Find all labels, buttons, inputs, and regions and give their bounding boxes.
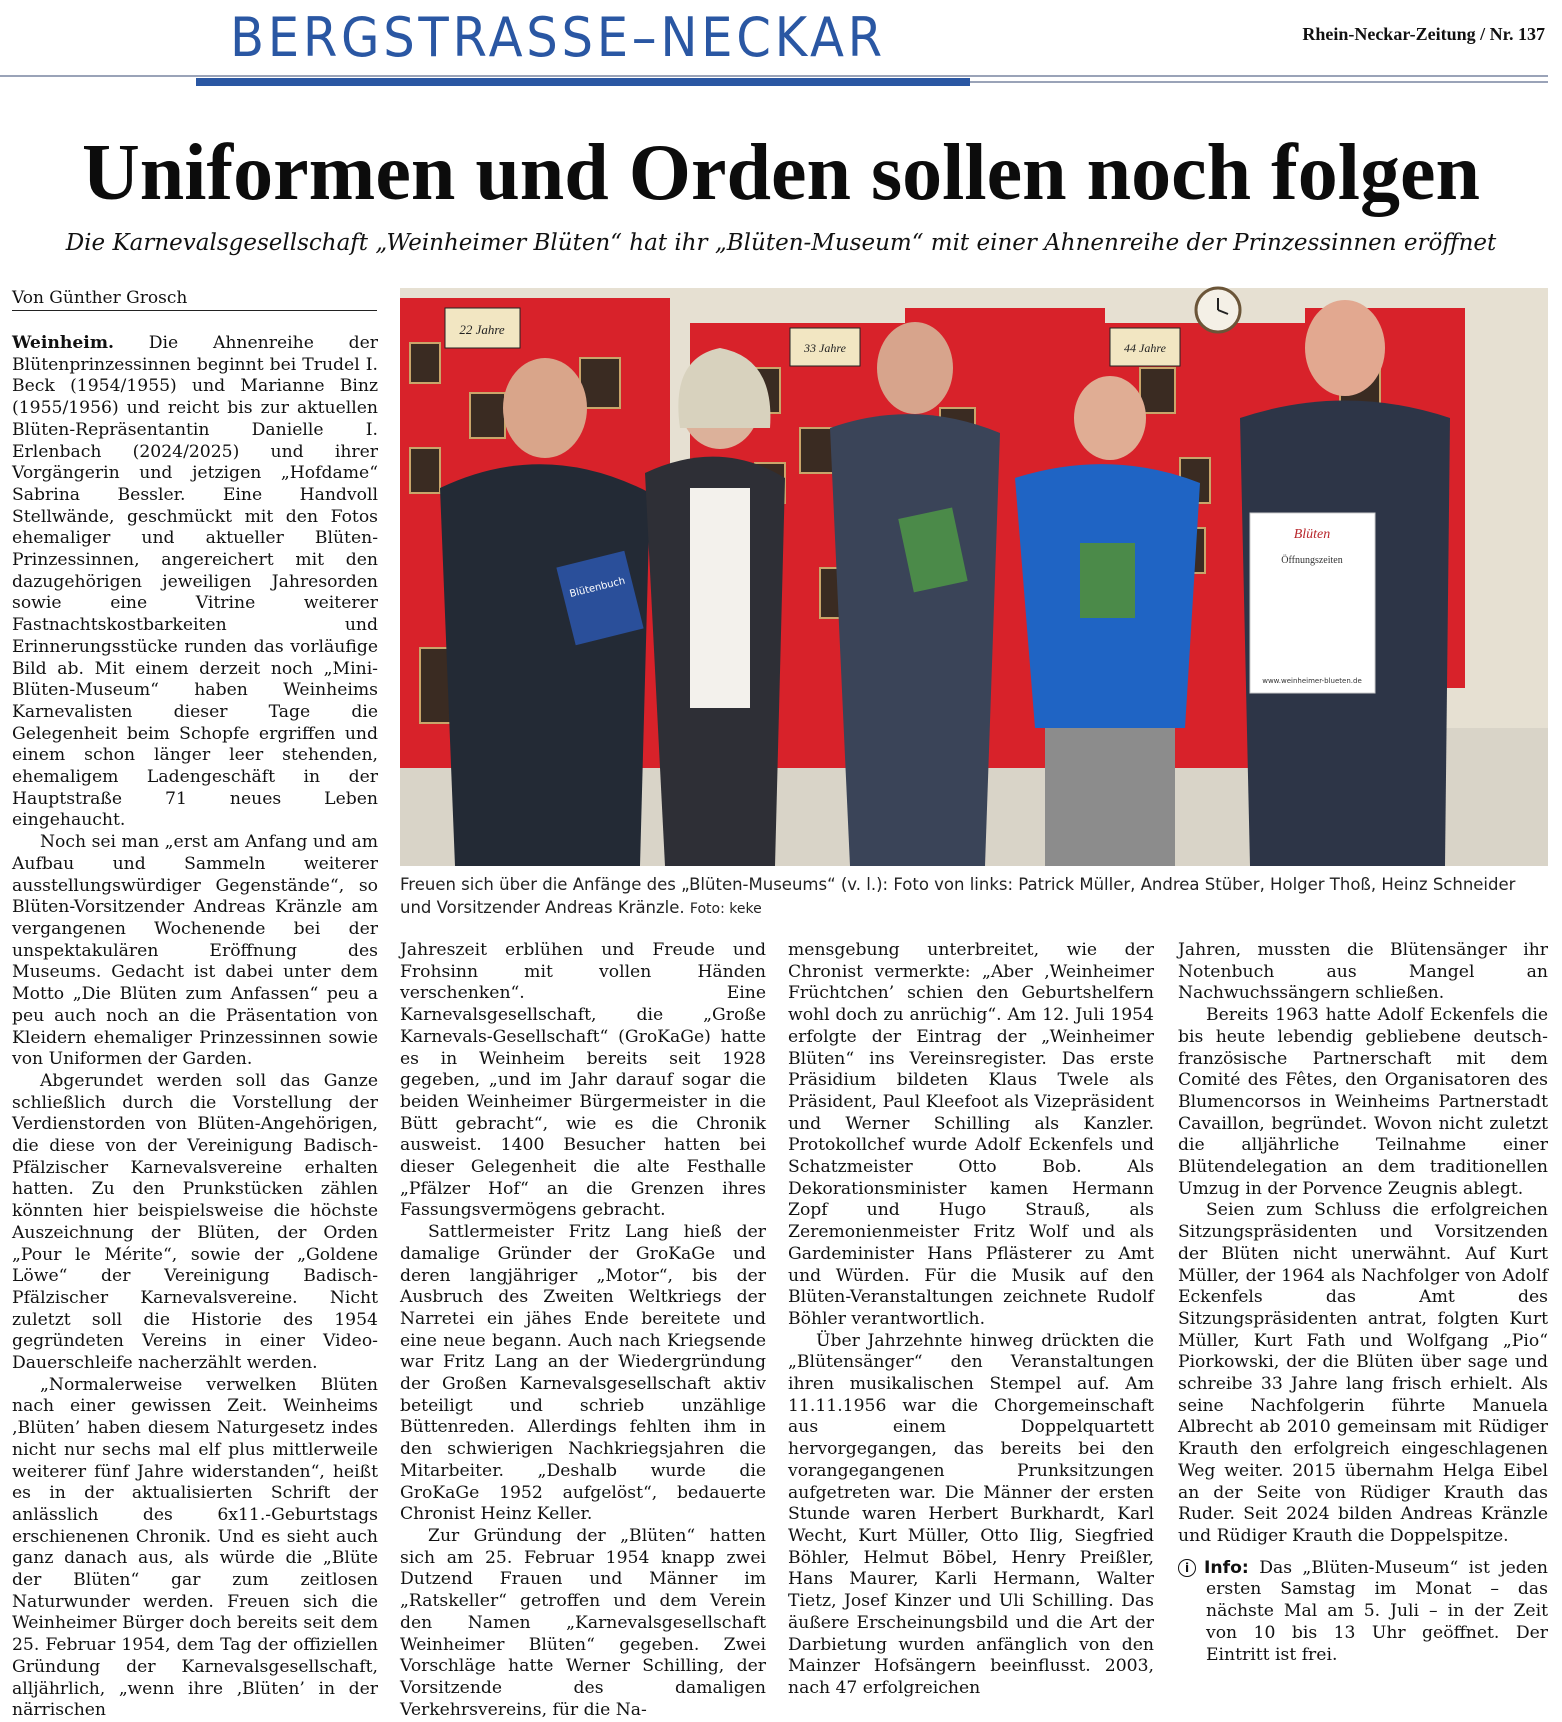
text-column-1	[12, 333, 378, 1721]
paragraph: Noch sei man „erst am Anfang und am Aufbau und Sammeln weiterer ausstellungswürdiger Gegenstände“, so Blüten-Vorsitzender Andreas Kränzle am vergangenen Wochenende bei der unspektakulären Eröffnung des Museums. Gedacht ist dabei unter dem Motto „Die Blüten zum Anfassen“ peu a peu auch noch an die Präsentation von Kleidern ehemaliger Prinzessinnen sowie von Uniformen der Garden.	[12, 832, 378, 1070]
paragraph: Jahreszeit erblühen und Freude und Frohsinn mit vollen Händen verschenken“. Eine Karnevalsgesellschaft, die „Große Karnevals-Gesellschaft“ (GroKaGe) hatte es in Weinheim bereits seit 1928 gegeben, „und im Jahr darauf sogar die beiden Weinheimer Bürgermeister in die Bütt gebracht“, wie es die Chronik ausweist. 1400 Besucher hatten bei dieser Gelegenheit die alte Festhalle „Pfälzer Hof“ an die Grenzen ihres Fassungsvermögens gebracht.	[400, 940, 766, 1221]
book-label: Blütenbuch	[568, 575, 627, 601]
banner-label: 33 Jahre	[804, 341, 846, 355]
caption-text: Freuen sich über die Anfänge des „Blüten-Museums“ (v. l.): Foto von links: Patrick Müller, Andrea Stüber, Holger Thoß, Heinz Schneider und Vorsitzender Andreas Kränzle.	[400, 875, 1516, 917]
header-rule-right	[970, 81, 1548, 83]
paragraph: mensgebung unterbreitet, wie der Chronist vermerkte: „Aber ‚Weinheimer Früchtchen’ schien den Geburtshelfern wohl doch zu anrüchig“. Am 12. Juli 1954 erfolgte der Eintrag der „Weinheimer Blüten“ ins Vereinsregister. Das erste Präsidium bildeten Klaus Twele als Präsident, Paul Kleefoot als Vizepräsident und Werner Schilling als Kanzler. Protokollchef wurde Adolf Eckenfels und Schatzmeister Otto Bob. Als Dekorationsminister kamen Hermann Zopf und Hugo Strauß, als Zeremonienmeister Fritz Wolf und als Gardeminister Hans Pflästerer zu Amt und Würden. Für die Musik auf den Blüten-Veranstaltungen zeichnete Rudolf Böhler verantwortlich.	[788, 940, 1154, 1329]
paragraph: Sattlermeister Fritz Lang hieß der damalige Gründer der GroKaGe und deren langjähriger „Motor“, bis der Ausbruch des Zweiten Weltkriegs der Narretei ein jähes Ende bereitete und eine neue begann. Auch nach Kriegsende war Fritz Lang an der Wiedergründung der Großen Karnevalsgesellschaft aktiv beteiligt und schrieb unzählige Büttenreden. Allerdings fehlten ihm in den schwierigen Nachkriegsjahren die Mitarbeiter. „Deshalb wurde die GroKaGe 1952 aufgelöst“, bedauerte Chronist Heinz Keller.	[400, 1222, 766, 1525]
photo-caption	[400, 873, 1548, 921]
banner-label: 44 Jahre	[1124, 341, 1166, 355]
paper-issue-info: Rhein-Neckar-Zeitung / Nr. 137	[1302, 24, 1545, 44]
info-box	[1178, 1558, 1548, 1667]
poster-url: www.weinheimer-blueten.de	[1262, 677, 1362, 685]
paragraph	[12, 333, 378, 832]
paragraph: Seien zum Schluss die erfolgreichen Sitzungspräsidenten und Vorsitzenden der Blüten nicht unerwähnt. Auf Kurt Müller, der 1964 als Nachfolger von Adolf Eckenfels das Amt des Sitzungspräsidenten antrat, folgten Kurt Müller, Kurt Fath und Wolfgang „Pio“ Piorkowski, der die Blüten über sage und schreibe 33 Jahre lang frisch erhielt. Als seine Nachfolgerin führte Manuela Albrecht ab 2010 gemeinsam mit Rüdiger Krauth den erfolgreich eingeschlagenen Weg weiter. 2015 übernahm Helga Eibel an der Seite von Rüdiger Krauth das Ruder. Seit 2024 bilden Andreas Kränzle und Rüdiger Krauth die Doppelspitze.	[1178, 1200, 1548, 1546]
section-title: BERGSTRASSE–NECKAR	[230, 6, 886, 69]
banner-label: 22 Jahre	[459, 322, 505, 337]
text-column-4	[1178, 940, 1548, 1668]
text-column-2	[400, 940, 766, 1720]
text-column-3	[788, 940, 1154, 1698]
paragraph: Abgerundet werden soll das Ganze schließlich durch die Vorstellung der Verdienstorden von Blüten-Angehörigen, die diese von der Vereinigung Badisch-Pfälzischer Karnevalsvereine erhalten hatten. Zu den Prunkstücken zählen könnten hier beispielsweise die höchste Auszeichnung der Blüten, der Orden „Pour le Mérite“, sowie der „Goldene Löwe“ der Vereinigung Badisch-Pfälzischer Karnevalsvereine. Nicht zuletzt soll die Historie des 1954 gegründeten Vereins in einer Video-Dauerschleife nacherzählt werden.	[12, 1070, 378, 1374]
article-subheadline: Die Karnevalsgesellschaft „Weinheimer Blüten“ hat ihr „Blüten-Museum“ mit einer Ahnenreihe der Prinzessinnen eröffnet	[65, 230, 1497, 256]
info-icon: i	[1178, 1559, 1196, 1577]
paragraph: Zur Gründung der „Blüten“ hatten sich am 25. Februar 1954 knapp zwei Dutzend Frauen und Männer im „Ratskeller“ getroffen und dem Verein den Namen „Karnevalsgesellschaft Weinheimer Blüten“ gegeben. Zwei Vorschläge hatte Werner Schilling, der Vorsitzende des damaligen Verkehrsvereins, für die Na-	[400, 1525, 766, 1720]
dateline: Weinheim.	[12, 333, 114, 353]
header-rule	[0, 75, 1548, 77]
info-text: Das „Blüten-Museum“ ist jeden ersten Samstag im Monat – das nächste Mal am 5. Juli – in der Zeit von 10 bis 13 Uhr geöffnet. Der Eintritt ist frei.	[1206, 1557, 1549, 1665]
paragraph: „Normalerweise verwelken Blüten nach einer gewissen Zeit. Weinheims ‚Blüten’ haben diesem Naturgesetz indes nicht nur sechs mal elf plus mittlerweile weiterer fünf Jahre widerstanden“, heißt es in der aktualisierten Schrift der anlässlich des 6x11.-Geburtstags erschienenen Chronik. Und es sieht auch ganz danach aus, als würde die „Blüte der Blüten“ gar zum zeitlosen Naturwunder werden. Freuen sich die Weinheimer Bürger doch bereits seit dem 25. Februar 1954, dem Tag der offiziellen Gründung der Karnevalsgesellschaft, alljährlich, „wenn ihre ‚Blüten’ in der närrischen	[12, 1374, 378, 1721]
paragraph-text: Die Ahnenreihe der Blütenprinzessinnen beginnt bei Trudel I. Beck (1954/1955) und Marianne Binz (1955/1956) und reicht bis zur aktuellen Blüten-Repräsentantin Danielle I. Erlenbach (2024/2025) und ihrer Vorgängerin und jetzigen „Hofdame“ Sabrina Bessler. Eine Handvoll Stellwände, geschmückt mit den Fotos ehemaliger und aktueller Blüten-Prinzessinnen, angereichert mit den dazugehörigen jeweiligen Jahresorden sowie eine Vitrine weiterer Fastnachtskostbarkeiten und Erinnerungsstücke runden das vorläufige Bild ab. Mit einem derzeit noch „Mini-Blüten-Museum“ haben Weinheims Karnevalisten dieser Tage die Gelegenheit beim Schopfe ergriffen und einem schon länger leer stehenden, ehemaligem Ladengeschäft in der Hauptstraße 71 neues Leben eingehaucht.	[12, 333, 378, 831]
header-accent-rule	[196, 78, 970, 86]
byline: Von Günther Grosch	[12, 288, 377, 311]
info-label: Info:	[1204, 1557, 1249, 1578]
photo-credit: Foto: keke	[689, 901, 762, 917]
article-photo	[400, 288, 1548, 866]
paragraph: Über Jahrzehnte hinweg drückten die „Blütensänger“ den Veranstaltungen ihren musikalischen Stempel auf. Am 11.11.1956 war die Chorgemeinschaft aus einem Doppelquartett hervorgegangen, das bereits bei den vorangegangenen Prunksitzungen aufgetreten war. Die Männer der ersten Stunde waren Herbert Burkhardt, Karl Wecht, Kurt Müller, Otto Ilig, Siegfried Böhler, Helmut Böbel, Henry Preißler, Hans Maurer, Karli Hermann, Walter Tietz, Josef Kinzer und Uli Schilling. Das äußere Erscheinungsbild und die Art der Darbietung wurden anfänglich von den Mainzer Hofsängern beeinflusst. 2003, nach 47 erfolgreichen	[788, 1330, 1154, 1698]
paragraph: Jahren, mussten die Blütensänger ihr Notenbuch aus Mangel an Nachwuchssängern schließen.	[1178, 940, 1548, 1004]
poster-title: Blüten	[1293, 527, 1331, 542]
paragraph: Bereits 1963 hatte Adolf Eckenfels die bis heute lebendig gebliebene deutsch-französische Partnerschaft mit dem Comité des Fêtes, den Organisatoren des Blumencorsos in Weinheims Partnerstadt Cavaillon, begründet. Wovon nicht zuletzt die alljährliche Teilnahme einer Blütendelegation an dem traditionellen Umzug in der Porvence Zeugnis ablegt.	[1178, 1005, 1548, 1199]
poster-subtitle: Öffnungszeiten	[1281, 555, 1343, 566]
article-headline: Uniformen und Orden sollen noch folgen	[82, 129, 1480, 217]
